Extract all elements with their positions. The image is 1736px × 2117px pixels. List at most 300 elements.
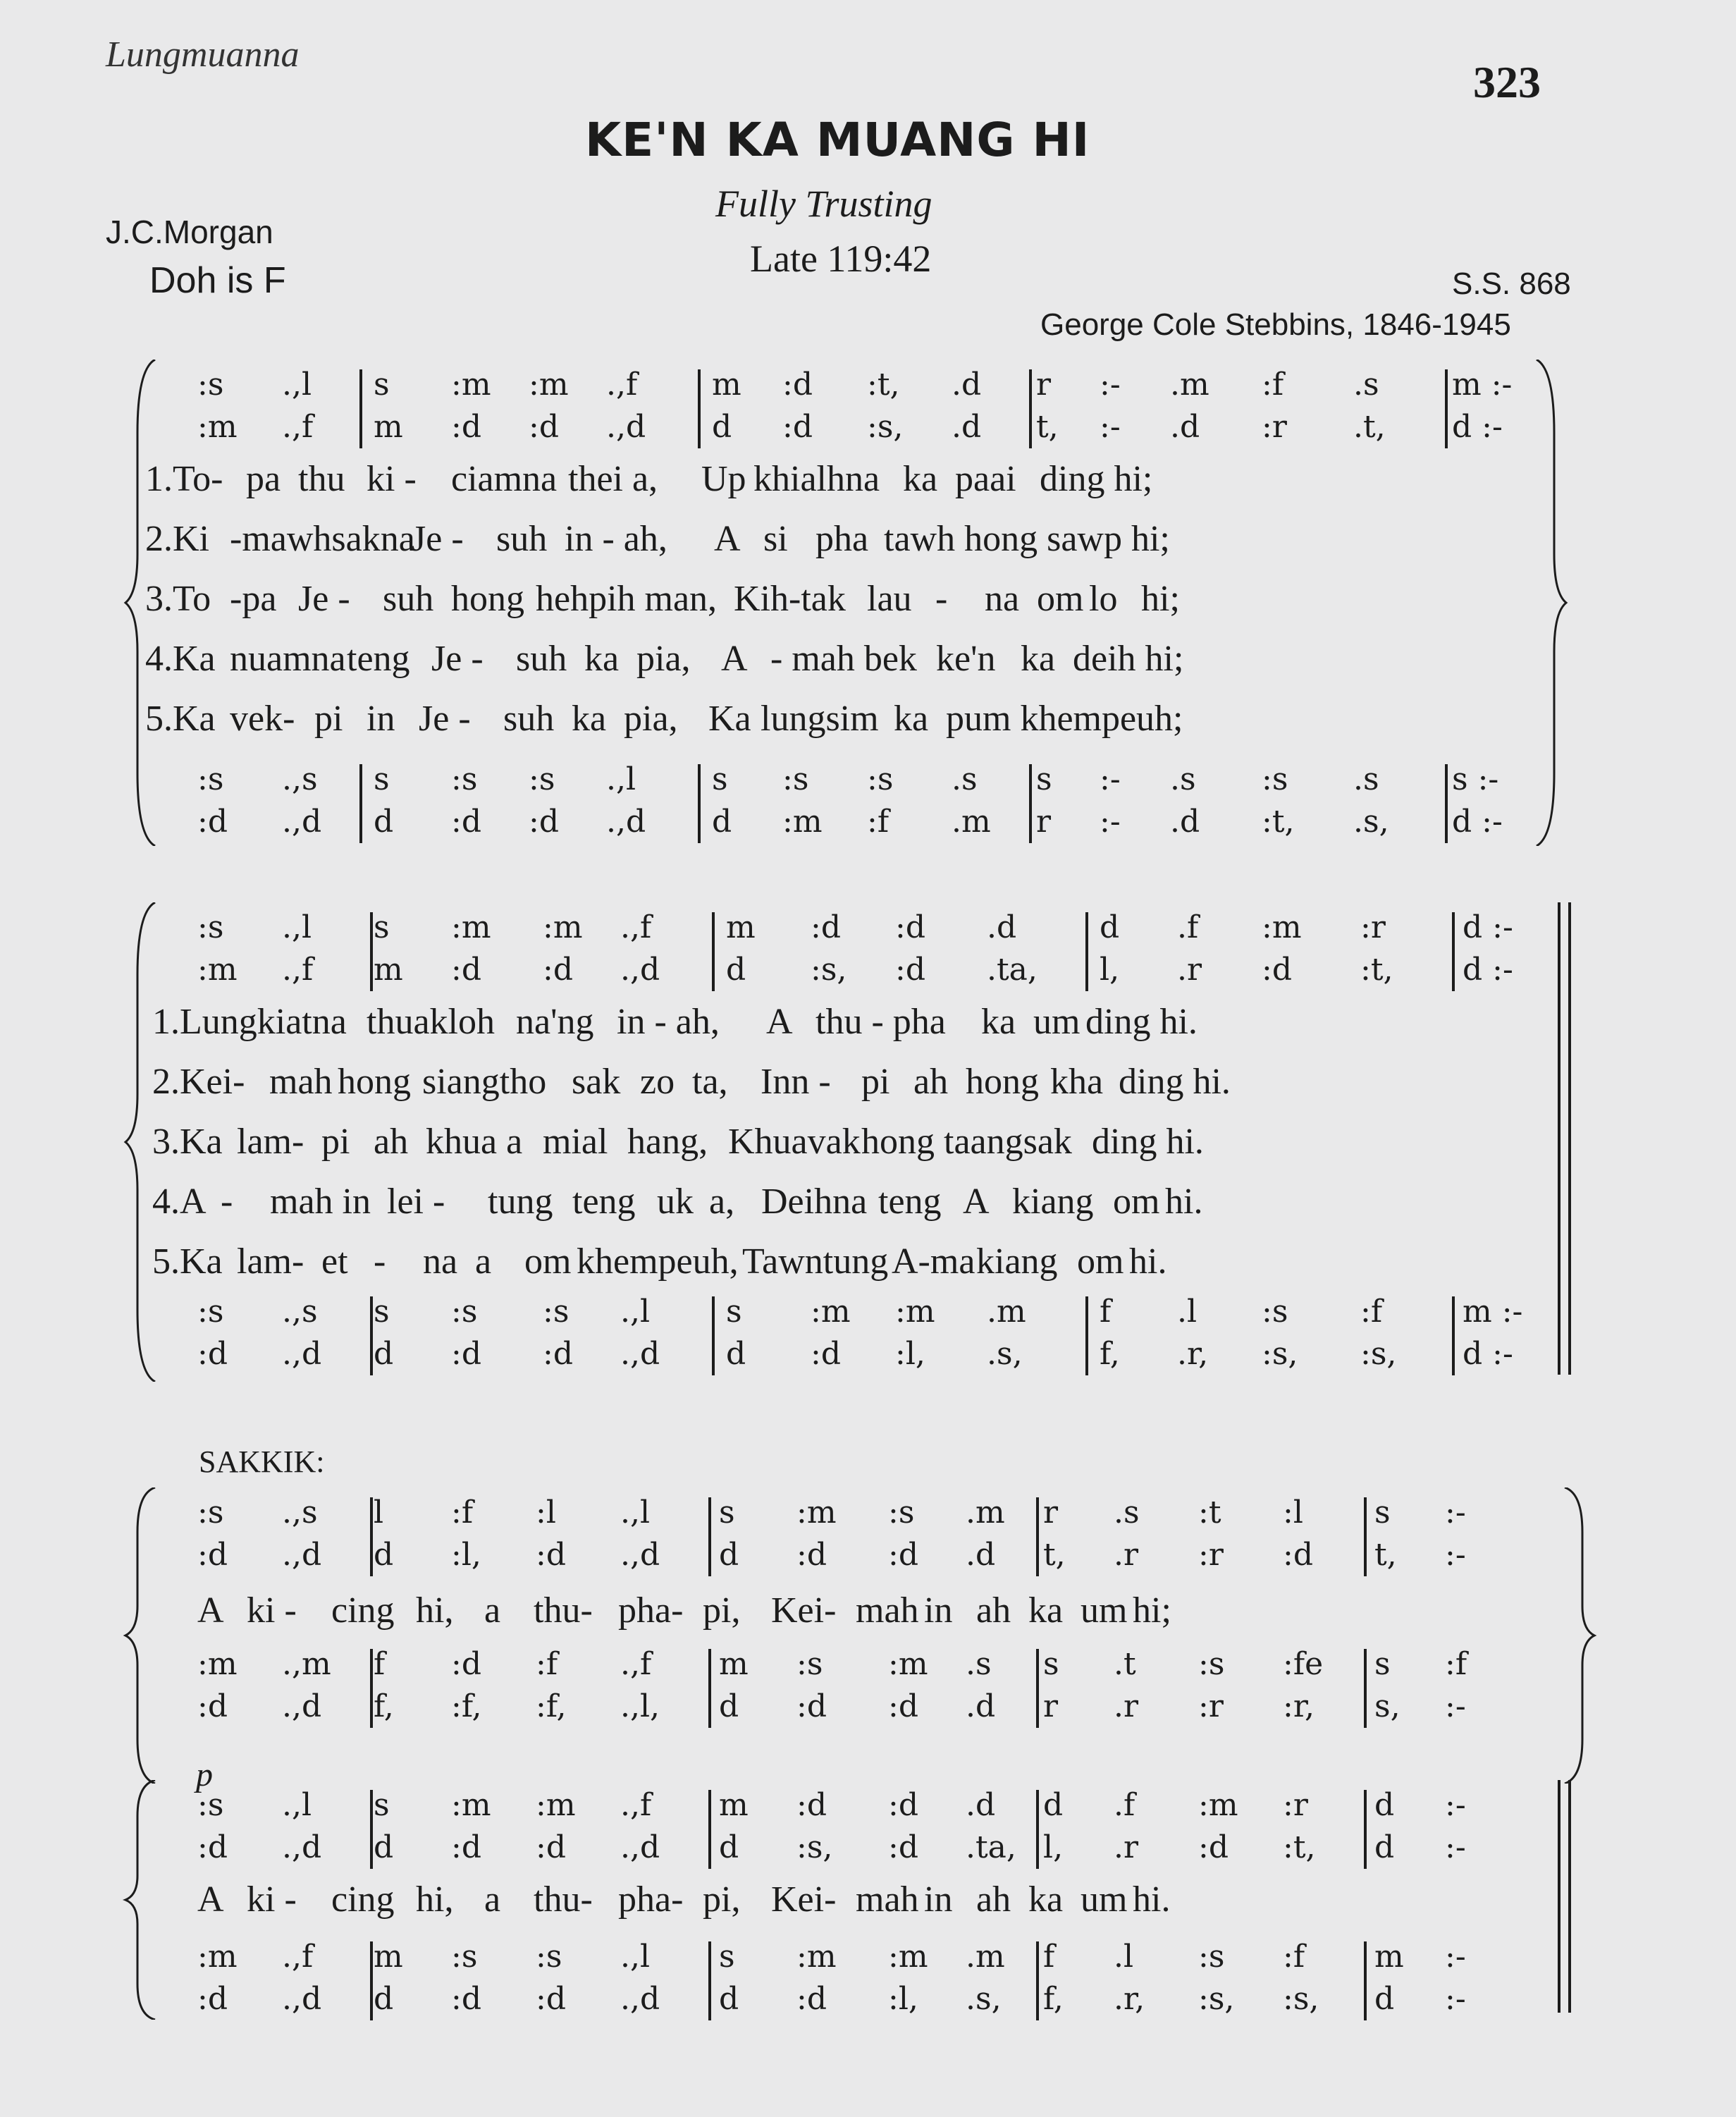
lyric-word: pi,	[703, 1590, 741, 1631]
lyric-word: um	[1033, 1002, 1081, 1042]
note: f	[1100, 1294, 1112, 1330]
note: :s	[451, 1294, 478, 1330]
lyric-word: A	[766, 1002, 793, 1042]
note: :s,	[796, 1829, 833, 1865]
note: :d	[888, 1829, 918, 1865]
left-brace	[120, 360, 162, 846]
note: .r	[1177, 952, 1202, 988]
note: d	[1374, 1981, 1395, 2017]
lyric-word: hi,	[416, 1879, 454, 1920]
note: :m	[451, 1787, 491, 1823]
note: :s,	[1360, 1336, 1397, 1372]
lyric-word: Deihna	[761, 1182, 868, 1222]
note: .r	[1114, 1537, 1139, 1573]
lyric-word: lo	[1089, 579, 1118, 619]
note: .s,	[966, 1981, 1002, 2017]
note: .l	[1177, 1294, 1198, 1330]
top-notes-row	[0, 1495, 1736, 1537]
note: :s	[197, 1787, 224, 1823]
note: :d	[895, 952, 925, 988]
lyric-word: na	[423, 1241, 458, 1282]
lyric-word: A	[714, 519, 741, 559]
lyric-word: Ka	[708, 699, 751, 739]
note: .,f	[620, 909, 652, 945]
lyric-word: ki -	[247, 1590, 297, 1631]
note: :m	[895, 1294, 935, 1330]
note: :s	[796, 1646, 823, 1682]
note: :d	[895, 909, 925, 945]
lyric-word: lam-	[237, 1241, 304, 1282]
lyric-word: pia,	[636, 639, 691, 679]
note: :s	[543, 1294, 570, 1330]
note: d :-	[1463, 952, 1513, 988]
note: :m	[536, 1787, 576, 1823]
note: :m	[888, 1646, 928, 1682]
lyric-word: in	[924, 1590, 953, 1631]
bar-line	[1036, 1649, 1039, 1728]
lyric-word: A	[197, 1590, 224, 1631]
note: d :-	[1452, 804, 1503, 840]
lyric-word: hi.	[1129, 1241, 1167, 1282]
note: :d	[451, 1646, 481, 1682]
note: :d	[536, 1537, 566, 1573]
note: .,d	[620, 1829, 660, 1865]
note: :t,	[1360, 952, 1393, 988]
note: d	[1100, 909, 1120, 945]
scripture-ref: Late 119:42	[750, 238, 932, 280]
lyric-word: kiang	[976, 1241, 1058, 1282]
note: :-	[1445, 1829, 1466, 1865]
note: .t	[1114, 1646, 1136, 1682]
lyric-word: teng	[347, 639, 410, 679]
lyric-word: 3.To	[145, 579, 211, 619]
note: d	[374, 1336, 394, 1372]
bar-line	[359, 369, 362, 448]
lyric-word: om	[1113, 1182, 1160, 1222]
note: :fe	[1283, 1646, 1324, 1682]
lyric-word: a	[475, 1241, 492, 1282]
lyric-word: A	[963, 1182, 990, 1222]
note: :d	[451, 409, 481, 445]
lyric-word: 5.Ka	[145, 699, 216, 739]
bar-line	[1364, 1497, 1367, 1576]
lyric-word: vek-	[230, 699, 295, 739]
note: .s	[1353, 367, 1379, 403]
note: f,	[1100, 1336, 1120, 1372]
verse-line	[0, 638, 1736, 680]
note: .,l	[282, 1787, 312, 1823]
note: m	[726, 909, 756, 945]
note: l	[374, 1495, 384, 1530]
note: :s,	[1198, 1981, 1235, 2017]
lyric-word: thei a,	[568, 459, 658, 499]
note: .,l	[620, 1495, 651, 1530]
note: d	[374, 1981, 394, 2017]
note: .m	[987, 1294, 1026, 1330]
lyric-word: ki -	[367, 459, 417, 499]
bar-line	[370, 1497, 373, 1576]
lyric-word: in - ah,	[617, 1002, 720, 1042]
lyric-word: Kih-tak	[734, 579, 846, 619]
note: r	[1043, 1688, 1059, 1724]
note: :f	[867, 804, 889, 840]
lyric-word: ding hi;	[1040, 459, 1153, 499]
left-brace	[120, 902, 162, 1382]
lyric-word: 1.Lungkiatna	[152, 1002, 347, 1042]
bar-line	[1085, 912, 1088, 991]
note: :d	[197, 804, 228, 840]
bar-line	[1445, 369, 1448, 448]
note: d :-	[1463, 909, 1513, 945]
note: :d	[543, 1336, 573, 1372]
note: .,f	[620, 1787, 652, 1823]
note: :l	[536, 1495, 556, 1530]
note: :r	[1262, 409, 1287, 445]
note: .d	[966, 1537, 996, 1573]
lyric-word: ah	[913, 1062, 949, 1102]
chorus-label: SAKKIK:	[199, 1444, 325, 1479]
note: .,d	[282, 804, 322, 840]
note: :d	[796, 1537, 827, 1573]
lyric-word: thuakloh	[367, 1002, 495, 1042]
note: :m	[1198, 1787, 1238, 1823]
lyric-word: khialhna	[753, 459, 880, 499]
note: .s,	[1353, 804, 1389, 840]
lyric-word: khua a	[426, 1122, 523, 1162]
note: :s,	[811, 952, 847, 988]
note: :m	[888, 1939, 928, 1975]
note: :d	[796, 1787, 827, 1823]
lyric-word: A-ma	[892, 1241, 975, 1282]
lyric-word: mah in	[270, 1182, 371, 1222]
note: d	[719, 1688, 739, 1724]
lyric-word: ta,	[692, 1062, 728, 1102]
note: :d	[197, 1829, 228, 1865]
note: :m	[811, 1294, 851, 1330]
lyric-word: 2.Ki	[145, 519, 209, 559]
note: :m	[782, 804, 823, 840]
top-notes-row	[0, 1787, 1736, 1829]
note: .m	[952, 804, 991, 840]
note: :s,	[1283, 1981, 1319, 2017]
lyric-word: Kei-	[771, 1879, 837, 1920]
verse-line	[0, 1121, 1736, 1163]
lyric-word: pha-	[618, 1590, 684, 1631]
note: f	[1043, 1939, 1055, 1975]
key-signature: Doh is F	[149, 260, 286, 301]
note: .,f	[606, 367, 638, 403]
bar-line	[1029, 764, 1032, 843]
note: :t,	[1283, 1829, 1316, 1865]
note: m	[374, 952, 403, 988]
note: :d	[197, 1981, 228, 2017]
lyric-word: -	[935, 579, 948, 619]
top-notes-row	[0, 1829, 1736, 1872]
note: :s	[197, 909, 224, 945]
note: :m	[543, 909, 583, 945]
lyric-word: tung	[488, 1182, 553, 1222]
note: :d	[888, 1688, 918, 1724]
note: .s	[1170, 761, 1196, 797]
note: t,	[1043, 1537, 1066, 1573]
lyric-word: kiang	[1012, 1182, 1094, 1222]
lyric-word: A	[721, 639, 748, 679]
note: d :-	[1463, 1336, 1513, 1372]
note: :l,	[451, 1537, 481, 1573]
left-brace	[120, 1487, 162, 1784]
note: f	[374, 1646, 386, 1682]
bottom-notes-row	[0, 1981, 1736, 2023]
note: :d	[796, 1981, 827, 2017]
lyric-word: mial	[543, 1122, 608, 1162]
bar-line	[698, 764, 701, 843]
lyric-word: lei -	[387, 1182, 445, 1222]
lyric-word: ka	[903, 459, 938, 499]
note: :d	[451, 952, 481, 988]
lyric-word: in	[367, 699, 395, 739]
note: :d	[811, 909, 841, 945]
bar-line	[1036, 1497, 1039, 1576]
lyric-word: pum khempeuh;	[946, 699, 1183, 739]
bar-line	[712, 912, 715, 991]
lyric-word: ah	[976, 1590, 1011, 1631]
lyric-word: hong	[338, 1062, 411, 1102]
verse-line	[0, 1241, 1736, 1283]
note: l,	[1100, 952, 1120, 988]
note: :-	[1100, 367, 1121, 403]
note: s	[374, 761, 390, 797]
note: :f	[1262, 367, 1284, 403]
lyric-word: zo	[640, 1062, 675, 1102]
note: :-	[1445, 1495, 1466, 1530]
note: .m	[1170, 367, 1209, 403]
note: :l,	[895, 1336, 925, 1372]
lyric-word: a	[484, 1590, 501, 1631]
lyric-word: pi	[321, 1122, 350, 1162]
note: :t,	[1262, 804, 1295, 840]
note: .,l,	[620, 1688, 660, 1724]
note: :d	[543, 952, 573, 988]
note: l,	[1043, 1829, 1064, 1865]
lyric-word: hang,	[627, 1122, 708, 1162]
lyric-word: 4.Ka	[145, 639, 216, 679]
lyric-word: hong	[966, 1062, 1039, 1102]
note: :d	[197, 1688, 228, 1724]
note: :s	[1262, 1294, 1288, 1330]
lyric-word: -	[221, 1182, 233, 1222]
note: :m	[796, 1495, 837, 1530]
note: .r	[1114, 1829, 1139, 1865]
note: .,s	[282, 761, 318, 797]
page-title: KE'N KA MUANG HI	[585, 113, 1090, 167]
lyric-word: thu - pha	[815, 1002, 946, 1042]
lyric-word: pi,	[703, 1879, 741, 1920]
note: :s	[197, 1495, 224, 1530]
bottom-notes-row	[0, 1646, 1736, 1688]
note: d	[712, 409, 732, 445]
lyric-word: ah	[976, 1879, 1011, 1920]
note: .ta,	[987, 952, 1038, 988]
note: :m	[529, 367, 569, 403]
lyric-word: om	[1077, 1241, 1124, 1282]
lyric-word: in	[924, 1879, 953, 1920]
dynamic-mark: p	[196, 1756, 213, 1793]
note: .,s	[282, 1294, 318, 1330]
lyric-word: um	[1081, 1590, 1128, 1631]
lyric-word: a	[484, 1879, 501, 1920]
note: :d	[197, 1336, 228, 1372]
note: :r	[1360, 909, 1386, 945]
composer: George Cole Stebbins, 1846-1945	[1040, 307, 1511, 342]
note: :d	[1262, 952, 1292, 988]
lyric-word: khempeuh,	[577, 1241, 739, 1282]
lyric-word: pi	[314, 699, 343, 739]
note: .,f	[282, 1939, 314, 1975]
note: :m	[197, 409, 238, 445]
lyric-word: Khuavak	[728, 1122, 861, 1162]
bar-line	[1364, 1649, 1367, 1728]
note: :-	[1445, 1537, 1466, 1573]
note: :m	[197, 1646, 238, 1682]
hymn-number: 323	[1473, 57, 1541, 107]
note: m	[712, 367, 741, 403]
note: d	[726, 1336, 746, 1372]
lyric-word: Kei-	[771, 1590, 837, 1631]
lyric-word: lau	[867, 579, 912, 619]
note: :t,	[867, 367, 900, 403]
lyric-word: nuamna	[230, 639, 346, 679]
note: .d	[1170, 409, 1200, 445]
bar-line	[712, 1296, 715, 1375]
note: .,m	[282, 1646, 331, 1682]
lyric-word: thu-	[534, 1879, 593, 1920]
source-ref: S.S. 868	[1452, 266, 1571, 301]
note: :s,	[867, 409, 904, 445]
lyric-word: hi.	[1133, 1879, 1171, 1920]
note: :d	[536, 1829, 566, 1865]
verse-line	[0, 1181, 1736, 1223]
note: :d	[451, 1981, 481, 2017]
lyric-word: suh	[516, 639, 567, 679]
verse-line	[0, 1001, 1736, 1043]
lyric-word: sak	[572, 1062, 621, 1102]
lyric-word: A	[197, 1879, 224, 1920]
note: :-	[1100, 804, 1121, 840]
note: .m	[966, 1495, 1005, 1530]
lyric-word: mah	[269, 1062, 333, 1102]
lyric-word: teng	[572, 1182, 636, 1222]
note: :-	[1445, 1981, 1466, 2017]
lyric-word: 1.To-	[145, 459, 223, 499]
top-notes-row	[0, 409, 1736, 451]
lyric-word: Je -	[298, 579, 350, 619]
lyric-word: Je -	[412, 519, 464, 559]
note: m :-	[1452, 367, 1513, 403]
bar-line	[1029, 369, 1032, 448]
bottom-notes-row	[0, 1294, 1736, 1336]
note: :m	[197, 1939, 238, 1975]
lyric-word: hi.	[1165, 1182, 1203, 1222]
note: :r,	[1283, 1688, 1315, 1724]
note: :f	[536, 1646, 558, 1682]
note: :m	[451, 909, 491, 945]
bar-line	[370, 1296, 373, 1375]
note: .d	[966, 1787, 996, 1823]
lyric-word: cing	[331, 1590, 395, 1631]
note: f,	[374, 1688, 394, 1724]
note: :s	[536, 1939, 562, 1975]
note: :-	[1445, 1787, 1466, 1823]
bar-line	[1085, 1296, 1088, 1375]
note: :d	[782, 367, 813, 403]
lyric-word: suh	[503, 699, 555, 739]
lyric-word: cing	[331, 1879, 395, 1920]
note: m	[719, 1787, 749, 1823]
top-notes-row	[0, 1537, 1736, 1579]
note: .,l	[620, 1294, 651, 1330]
bottom-notes-row	[0, 804, 1736, 846]
note: f,	[1043, 1981, 1064, 2017]
lyric-word: 4.A	[152, 1182, 207, 1222]
note: s	[1036, 761, 1052, 797]
note: d	[374, 804, 394, 840]
note: :d	[529, 804, 559, 840]
note: .r,	[1114, 1981, 1145, 2017]
note: d	[719, 1829, 739, 1865]
bar-line	[1445, 764, 1448, 843]
note: :d	[536, 1981, 566, 2017]
note: .s	[1353, 761, 1379, 797]
note: .,d	[620, 952, 660, 988]
note: .ta,	[966, 1829, 1016, 1865]
note: :d	[1283, 1537, 1313, 1573]
lyric-word: teng	[878, 1182, 942, 1222]
lyric-word: om	[1037, 579, 1084, 619]
note: s	[1374, 1646, 1391, 1682]
note: .,d	[606, 804, 646, 840]
left-brace	[120, 1780, 162, 2020]
note: s	[712, 761, 728, 797]
note: s,	[1374, 1688, 1401, 1724]
lyric-word: tawh hong sawp hi;	[884, 519, 1170, 559]
lyric-word: thu-	[534, 1590, 593, 1631]
note: .r,	[1177, 1336, 1209, 1372]
note: :f	[451, 1495, 474, 1530]
lyric-word: mah	[856, 1590, 919, 1631]
note: .d	[952, 367, 982, 403]
note: :s	[1198, 1646, 1225, 1682]
top-notes-row	[0, 952, 1736, 994]
note: .t,	[1353, 409, 1386, 445]
bottom-notes-row	[0, 1688, 1736, 1731]
right-brace	[1529, 360, 1572, 846]
bar-line	[1452, 1296, 1455, 1375]
final-bar-line	[1558, 902, 1560, 1375]
book-title: Lungmuanna	[106, 35, 300, 75]
note: d	[719, 1981, 739, 2017]
final-bar-line	[1558, 1780, 1560, 2013]
lyric-word: ka	[1028, 1879, 1064, 1920]
note: :l,	[888, 1981, 918, 2017]
lyricist: J.C.Morgan	[106, 214, 273, 250]
note: :-	[1445, 1939, 1466, 1975]
note: m	[374, 409, 403, 445]
bar-line	[370, 1649, 373, 1728]
top-notes-row	[0, 909, 1736, 952]
verse-line	[0, 518, 1736, 560]
note: d :-	[1452, 409, 1503, 445]
note: :d	[529, 409, 559, 445]
